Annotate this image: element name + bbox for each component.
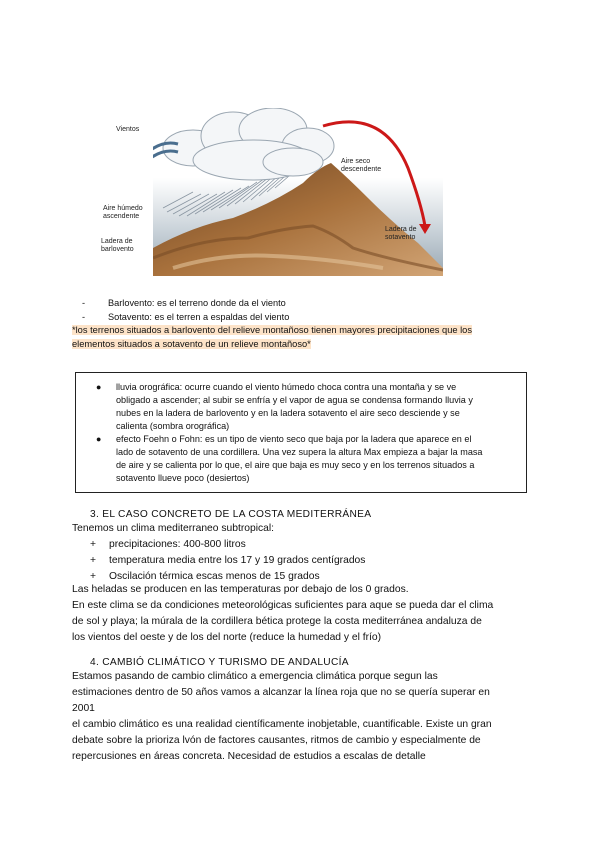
section-3-paragraph: Las heladas se producen en las temperaturas por debajo de los 0 grados. En este clima se da condiciones meteorológicas suficientes para aque se pueda dar el clima de sol y playa; la múrala de la cordillera bética protege la costa mediterránea andaluza de los vientos del oeste y de los del norte (reduce la humedad y el frío) [72,584,494,643]
list-item: ● lluvia orográfica: ocurre cuando el viento húmedo choca contra una montaña y se ve obligado a ascender; al subir se enfría y el vapor de agua se condensa formando lluvia y nubes en la ladera de barlovento y en la ladera sotavento el aire seco desciende y se calienta (sombra orográfica) [96,382,473,431]
section-3-heading: 3. EL CASO CONCRETO DE LA COSTA MEDITERRÁNEA [90,509,372,520]
mountain-illustration [153,108,443,276]
list-item: - Sotavento: es el terren a espaldas del viento [82,312,290,322]
definitions-list [82,296,289,324]
label-vientos: Vientos [116,126,140,133]
concept-box [75,372,527,493]
climate-list [90,537,365,585]
list-item: + temperatura media entre los 17 y 19 grados centígrados [90,555,366,566]
list-item: - Barlovento: es el terreno donde da el viento [82,298,286,308]
highlighted-note: *los terrenos situados a barlovento del relieve montañoso tienen mayores precipitaciones que los elementos situados a sotavento de un relieve montañoso* [72,325,472,349]
label-aire-seco: Aire seco descendente [341,158,382,173]
list-item: + Oscilación térmica escas menos de 15 grados [90,571,320,582]
list-item: + precipitaciones: 400-800 litros [90,539,246,550]
label-aire-humedo: Aire húmedo ascendente [103,205,143,220]
label-ladera-barlovento: Ladera de barlovento [101,238,134,253]
list-item: ● efecto Foehn o Fohn: es un tipo de viento seco que baja por la ladera que aparece en el lado de sotavento de una cordillera. Una vez supera la altura Max empieza a bajar la masa de aire y se calienta por lo que, el aire que baja es muy seco y en los terrenos situados a sotavento llueve poco (desiertos) [96,434,483,483]
cloud [163,108,334,180]
section-4-heading: 4. CAMBIÓ CLIMÁTICO Y TURISMO DE ANDALUCÍA [90,657,349,668]
section-3-intro: Tenemos un clima mediterraneo subtropical: [72,523,275,534]
orographic-diagram [153,108,443,276]
section-4-paragraph: Estamos pasando de cambio climático a emergencia climática porque segun las estimaciones dentro de 50 años vamos a alcanzar la línea roja que no se quería superar en 2001 el cambio climático es una realidad científicamente inobjetable, cuantificable. Existe un gran debate sobre la prioriza lvón de factores causantes, ritmos de cambio y especialmente de repercusiones en áreas concreta. Necesidad de estudios a escalas de detalle [72,671,492,762]
label-ladera-sotavento: Ladera de sotavento [385,226,417,241]
